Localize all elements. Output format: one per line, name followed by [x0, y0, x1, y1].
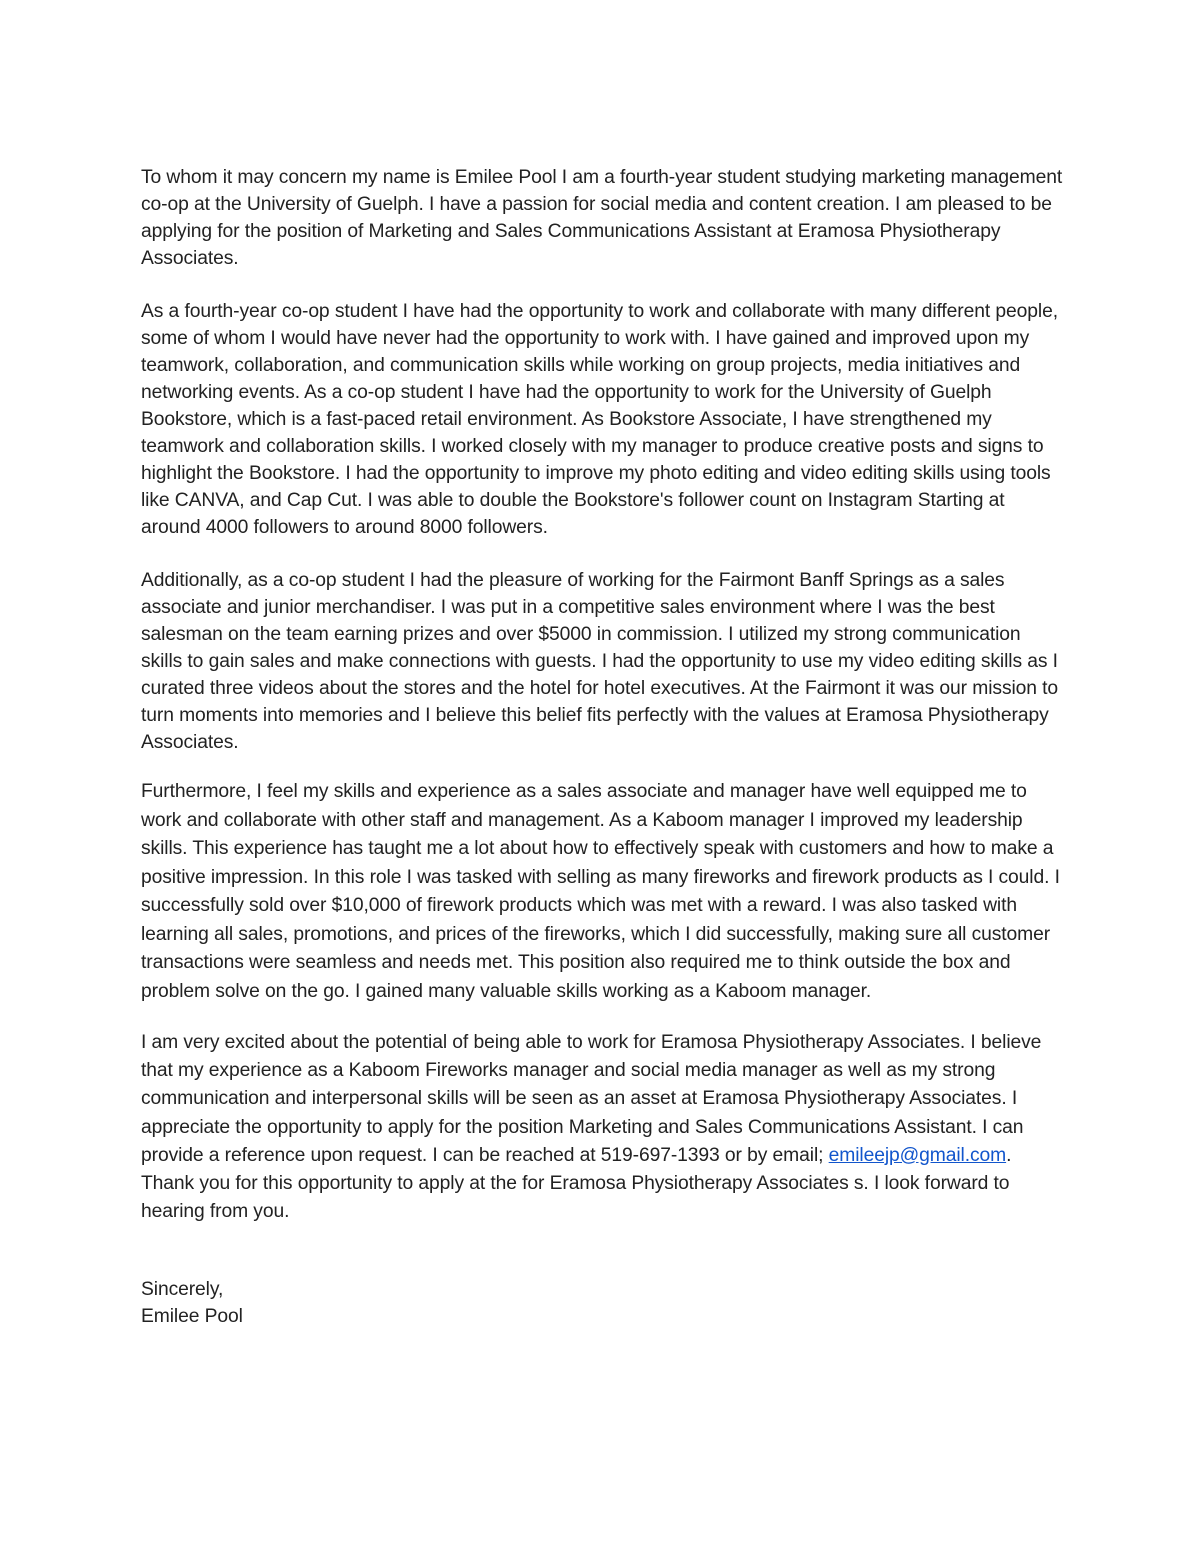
letter-paragraph-bookstore: As a fourth-year co-op student I have had the opportunity to work and collaborate with many different people, some of whom I would have never had the opportunity to work with. I have gained and improved upon my teamwork, collaboration, and communication skills while working on group projects, media initiatives and networking events. As a co-op student I have had the opportunity to work for the University of Guelph Bookstore, which is a fast-paced retail environment. As Bookstore Associate, I have strengthened my teamwork and collaboration skills. I worked closely with my manager to produce creative posts and signs to highlight the Bookstore. I had the opportunity to improve my photo editing and video editing skills using tools like CANVA, and Cap Cut. I was able to double the Bookstore's follower count on Instagram Starting at around 4000 followers to around 8000 followers. [141, 301, 1058, 538]
letter-paragraph-closing [141, 1029, 1066, 1226]
closing-text-after-email: . Thank you for this opportunity to apply at the for Eramosa Physiotherapy Associates s. I look forward to hearing from you. [141, 1144, 1012, 1223]
letter-paragraph-fairmont: Additionally, as a co-op student I had the pleasure of working for the Fairmont Banff Springs as a sales associate and junior merchandiser. I was put in a competitive sales environment where I was the best salesman on the team earning prizes and over $5000 in commission. I utilized my strong communication skills to gain sales and make connections with guests. I had the opportunity to use my video editing skills as I curated three videos about the stores and the hotel for hotel executives. At the Fairmont it was our mission to turn moments into memories and I believe this belief fits perfectly with the values at Eramosa Physiotherapy Associates. [141, 570, 1059, 753]
signature-name: Emilee Pool [141, 1306, 243, 1328]
email-link[interactable]: emileejp@gmail.com [828, 1144, 1007, 1166]
closing-text-before-email: I am very excited about the potential of being able to work for Eramosa Physiotherapy Associates. I believe that my experience as a Kaboom Fireworks manager and social media manager as well as my strong communication and interpersonal skills will be seen as an asset at Eramosa Physiotherapy Associates. I appreciate the opportunity to apply for the position Marketing and Sales Communications Assistant. I can provide a reference upon request. I can be reached at 519-697-1393 or by email; [141, 1032, 1042, 1166]
letter-paragraph-kaboom: Furthermore, I feel my skills and experience as a sales associate and manager have well equipped me to work and collaborate with other staff and management. As a Kaboom manager I improved my leadership skills. This experience has taught me a lot about how to effectively speak with customers and how to make a positive impression. In this role I was tasked with selling as many fireworks and firework products as I could. I successfully sold over $10,000 of firework products which was met with a reward. I was also tasked with learning all sales, promotions, and prices of the fireworks, which I did successfully, making sure all customer transactions were seamless and needs met. This position also required me to think outside the box and problem solve on the go. I gained many valuable skills working as a Kaboom manager. [141, 781, 1060, 1002]
cover-letter-body [141, 164, 1066, 1330]
letter-paragraph-intro: To whom it may concern my name is Emilee Pool I am a fourth-year student studying marketing management co-op at the University of Guelph. I have a passion for social media and content creation. I am pleased to be applying for the position of Marketing and Sales Communications Assistant at Eramosa Physiotherapy Associates. [141, 167, 1063, 269]
sign-off: Sincerely, [141, 1279, 224, 1301]
